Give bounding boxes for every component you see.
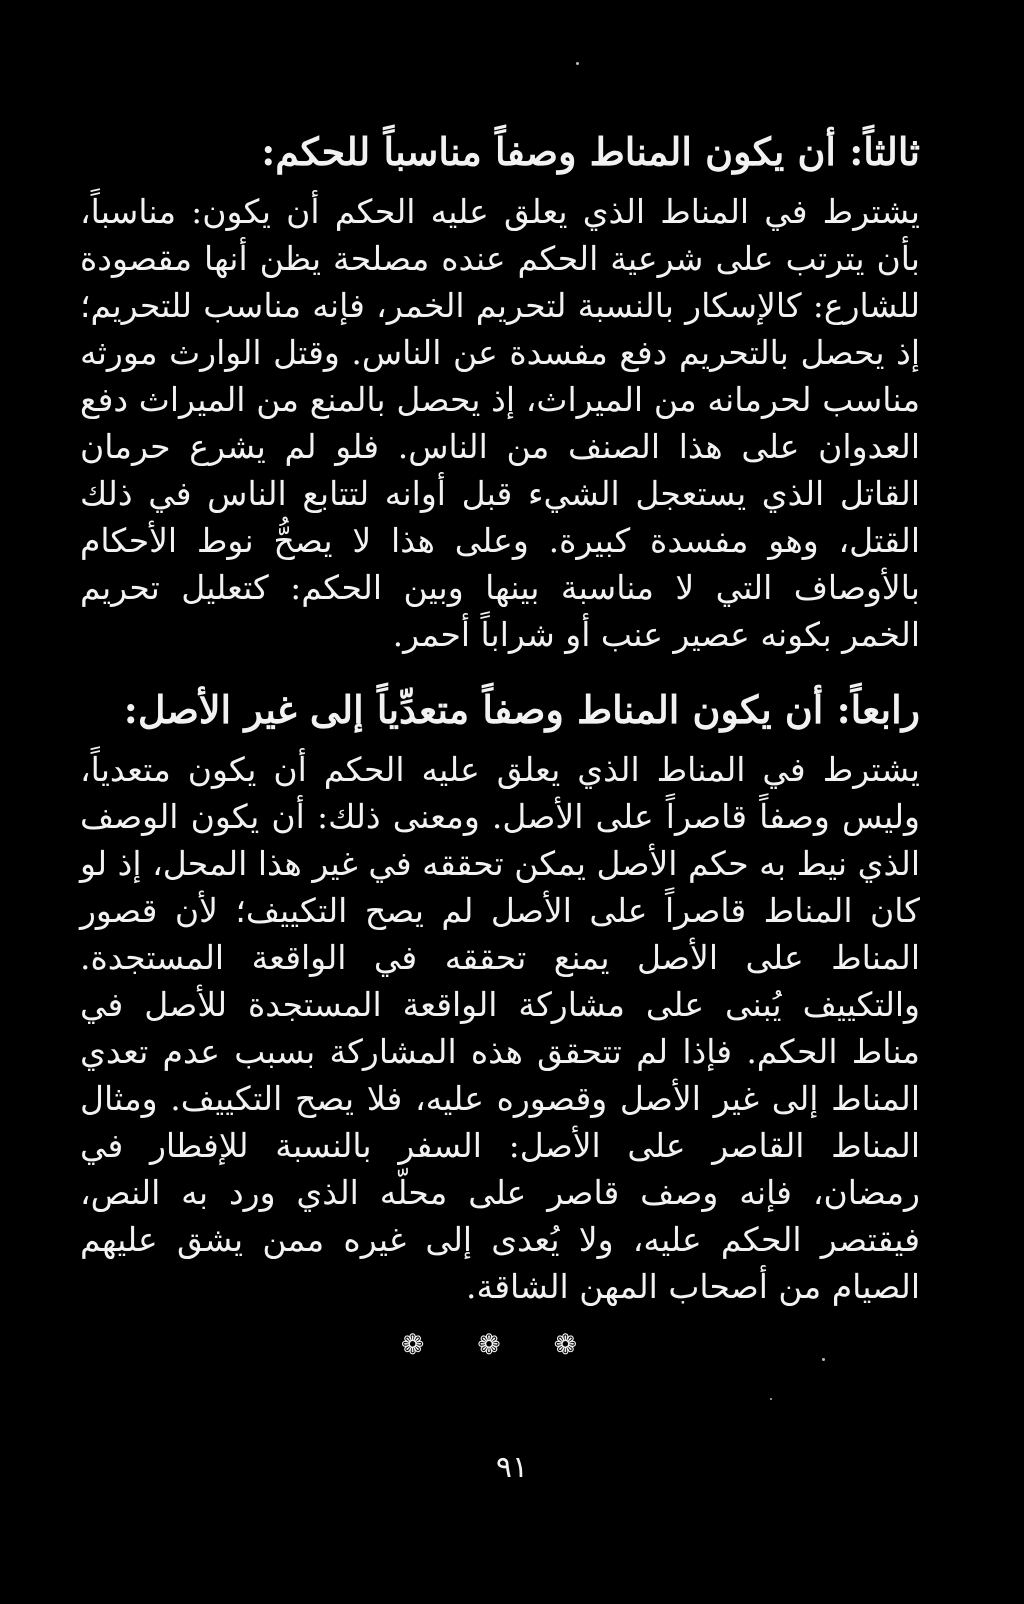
section-4-title: رابعاً: أن يكون المناط وصفاً متعدِّياً إلى غير الأصل: [123,687,920,732]
flower-ornament-icon: ❁ [477,1328,523,1361]
page-number: ٩١ [495,1450,529,1485]
scan-speck [770,1398,772,1400]
scan-speck [822,1358,825,1361]
section-3-body: يشترط في المناط الذي يعلق عليه الحكم أن يكون: مناسباً، بأن يترتب على شرعية الحكم عنده مصلحة يظن أنها مقصودة للشارع: كالإسكار بالنسبة لتحريم الخمر، فإنه مناسب للتحريم؛ إذ يحصل بالتحريم دفع مفسدة عن الناس. وقتل الوارث مورثه مناسب لحرمانه من الميراث، إذ يحصل بالمنع من الميراث دفع العدوان على هذا الصنف من الناس. فلو لم يشرع حرمان القاتل الذي يستعجل الشيء قبل أوانه لتتابع الناس في ذلك القتل، وهو مفسدة كبيرة. وعلى هذا لا يصحُّ نوط الأحكام بالأوصاف التي لا مناسبة بينها وبين الحكم: كتعليل تحريم الخمر بكونه عصير عنب أو شراباً أحمر. [80,192,920,654]
section-4-body: يشترط في المناط الذي يعلق عليه الحكم أن يكون متعدياً، وليس وصفاً قاصراً على الأصل. ومعنى ذلك: أن يكون الوصف الذي نيط به حكم الأصل يمكن تحققه في غير هذا المحل، إذ لو كان المناط قاصراً على الأصل لم يصح التكييف؛ لأن قصور المناط على الأصل يمنع تحققه في الواقعة المستجدة. والتكييف يُبنى على مشاركة الواقعة المستجدة للأصل في مناط الحكم. فإذا لم تتحقق هذه المشاركة بسبب عدم تعدي المناط إلى غير الأصل وقصوره عليه، فلا يصح التكييف. ومثال المناط القاصر على الأصل: السفر بالنسبة للإفطار في رمضان، فإنه وصف قاصر على محلّه الذي ورد به النص، فيقتصر الحكم عليه، ولا يُعدى إلى غيره ممن يشق عليهم الصيام من أصحاب المهن الشاقة. [80,750,920,1306]
section-end-ornament [80,1328,920,1361]
flower-ornament-icon: ❁ [553,1328,600,1361]
page-content [80,120,920,1361]
scan-speck [576,62,579,65]
flower-ornament-icon: ❁ [400,1328,447,1361]
section-3-title: ثالثاً: أن يكون المناط وصفاً مناسباً للحكم: [261,129,920,174]
